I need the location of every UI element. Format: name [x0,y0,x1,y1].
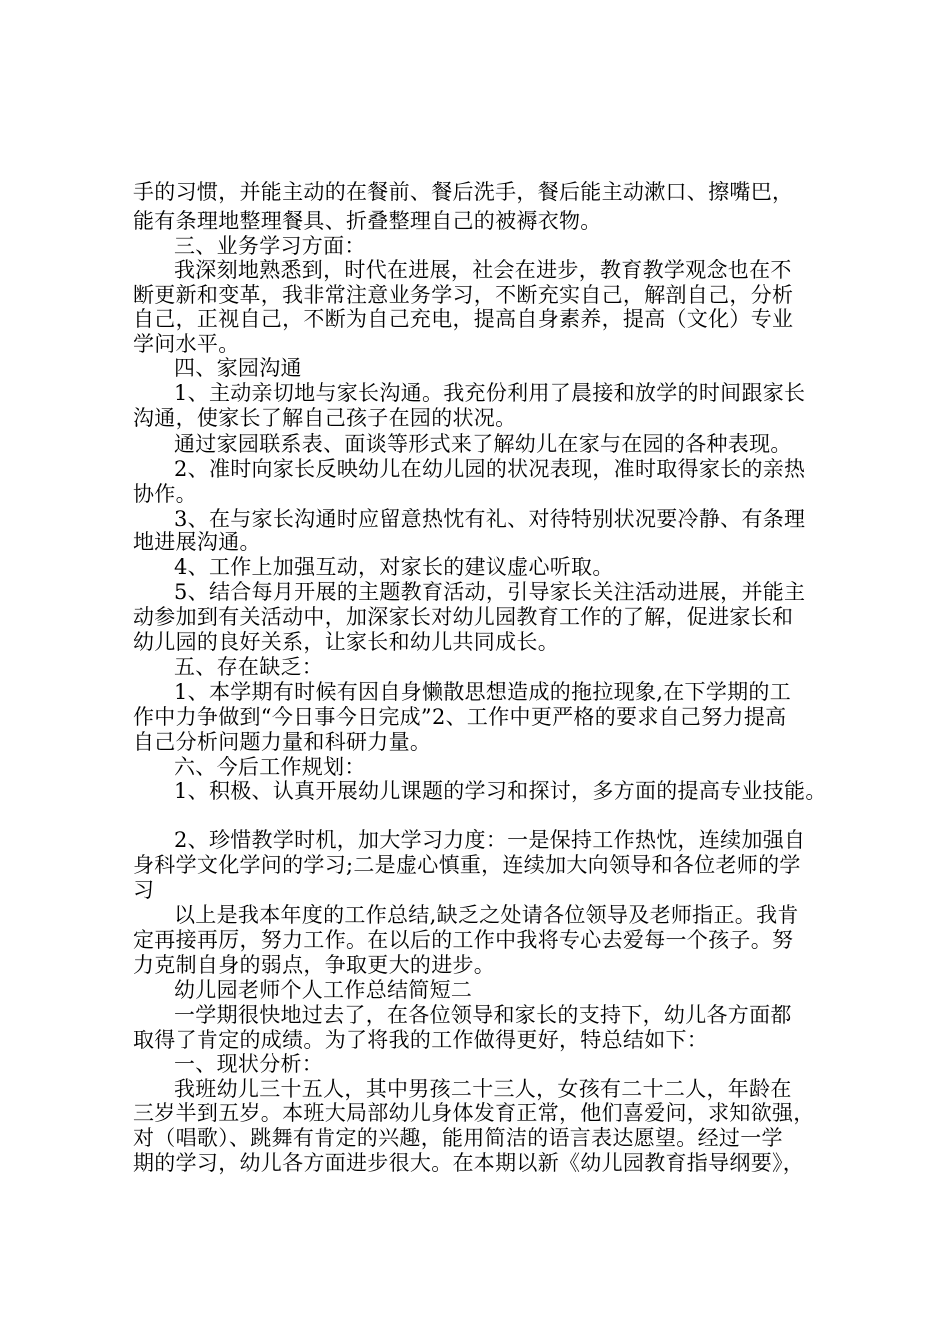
text-line: 学问水平。 [133,332,240,356]
text-line: 协作。 [133,482,197,506]
text-line: 我班幼儿三十五人，其中男孩二十三人，女孩有二十二人，年龄在 [174,1077,792,1101]
text-line: 地进展沟通。 [133,530,261,554]
text-line: 2、准时向家长反映幼儿在幼儿园的状况表现，准时取得家长的亲热 [174,457,806,481]
text-line: 自己，正视自己，不断为自己充电，提高自身素养，提高（文化）专业 [133,307,794,331]
text-line: 手的习惯，并能主动的在餐前、餐后洗手，餐后能主动漱口、擦嘴巴， [133,180,794,204]
text-line: 4、工作上加强互动，对家长的建议虚心听取。 [174,555,614,579]
text-line: 动参加到有关活动中，加深家长对幼儿园教育工作的了解，促进家长和 [133,605,794,629]
text-line: 1、积极、认真开展幼儿课题的学习和探讨，多方面的提高专业技能。 [174,779,827,803]
text-line: 一学期很快地过去了，在各位领导和家长的支持下，幼儿各方面都 [174,1003,792,1027]
text-line: 三岁半到五岁。本班大局部幼儿身体发育正常，他们喜爱问，求知欲强， [133,1101,815,1125]
text-line: 能有条理地整理餐具、折叠整理自己的被褥衣物。 [133,209,602,233]
text-line: 通过家园联系表、面谈等形式来了解幼儿在家与在园的各种表现。 [174,432,792,456]
section-heading: 四、家园沟通 [174,356,302,380]
section-heading: 三、业务学习方面： [174,234,366,258]
text-line: 1、本学期有时候有因自身懒散思想造成的拖拉现象,在下学期的工 [174,680,792,704]
text-line: 取得了肯定的成绩。为了将我的工作做得更好，特总结如下： [133,1028,709,1052]
text-line: 力克制自身的弱点，争取更大的进步。 [133,953,496,977]
text-line: 3、在与家长沟通时应留意热忱有礼、对待特别状况要冷静、有条理 [174,507,806,531]
text-line: 2、珍惜教学时机，加大学习力度：一是保持工作热忱，连续加强自 [174,828,806,852]
section-heading: 一、现状分析： [174,1052,324,1076]
text-line: 我深刻地熟悉到，时代在进展，社会在进步，教育教学观念也在不 [174,258,792,282]
text-line: 作中力争做到“今日事今日完成”2、工作中更严格的要求自己努力提高 [133,705,787,729]
text-line: 习 [133,878,155,902]
text-line: 5、结合每月开展的主题教育活动，引导家长关注活动进展，并能主 [174,580,806,604]
section-title: 幼儿园老师个人工作总结简短二 [174,978,473,1002]
section-heading: 六、今后工作规划： [174,755,366,779]
text-line: 身科学文化学问的学习;二是虚心慎重，连续加大向领导和各位老师的学 [133,853,801,877]
text-line: 期的学习，幼儿各方面进步很大。在本期以新《幼儿园教育指导纲要》， [133,1151,805,1175]
text-line: 对（唱歌）、跳舞有肯定的兴趣，能用简洁的语言表达愿望。经过一学 [133,1126,783,1150]
section-heading: 五、存在缺乏： [174,655,324,679]
text-line: 定再接再厉，努力工作。在以后的工作中我将专心去爱每一个孩子。努 [133,928,794,952]
text-line: 断更新和变革，我非常注意业务学习，不断充实自己，解剖自己，分析 [133,283,794,307]
text-line: 以上是我本年度的工作总结,缺乏之处请各位领导及老师指正。我肯 [174,903,799,927]
text-line: 自己分析问题力量和科研力量。 [133,730,432,754]
text-line: 1、主动亲切地与家长沟通。我充份利用了晨接和放学的时间跟家长 [174,381,806,405]
text-line: 沟通，使家长了解自己孩子在园的状况。 [133,406,517,430]
text-line: 幼儿园的良好关系，让家长和幼儿共同成长。 [133,630,559,654]
